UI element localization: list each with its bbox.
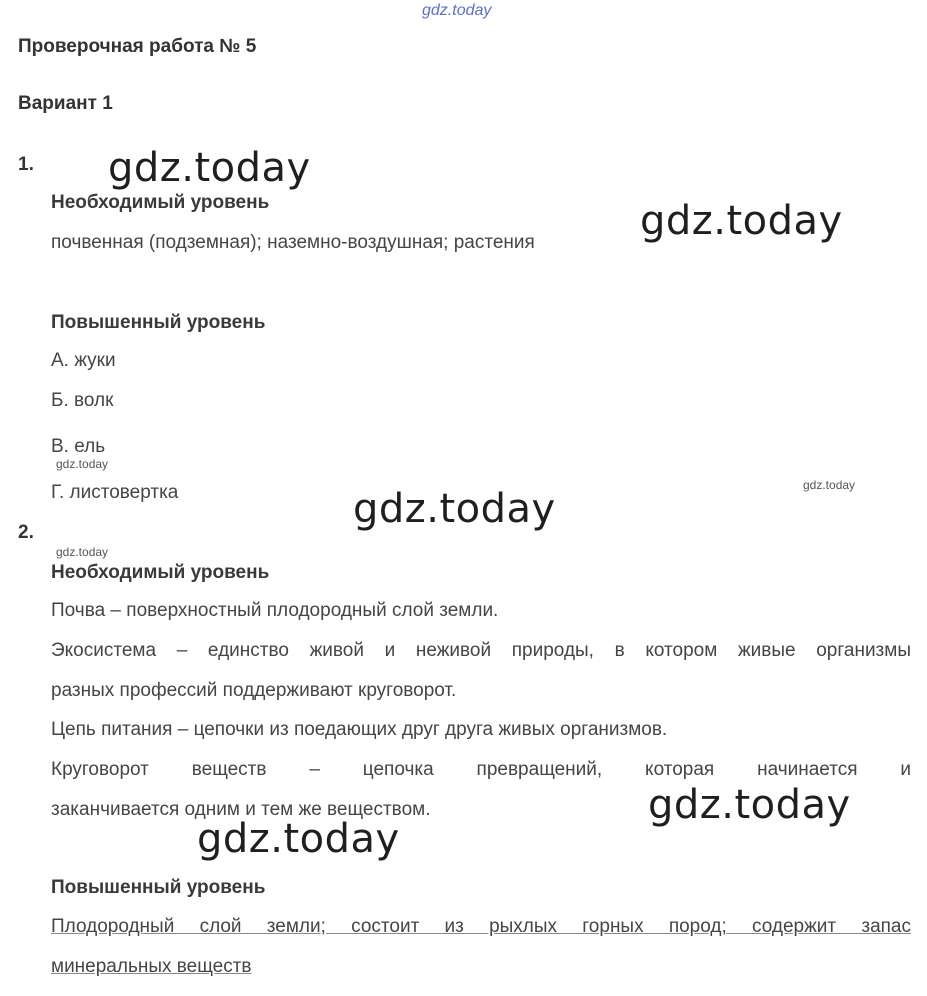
variant-heading: Вариант 1 xyxy=(18,93,113,114)
task2-line: Почва – поверхностный плодородный слой земли. xyxy=(51,600,499,621)
task-number-2: 2. xyxy=(18,522,34,543)
watermark-large: gdz.today xyxy=(108,145,311,191)
task1-item-v: В. ель xyxy=(51,436,106,457)
task2-line: заканчивается одним и тем же веществом. xyxy=(51,799,431,820)
task1-item-g: Г. листовертка xyxy=(51,482,179,503)
watermark-small: gdz.today xyxy=(56,457,109,471)
task1-item-b: Б. волк xyxy=(51,390,114,411)
task1-basic-level-heading: Необходимый уровень xyxy=(51,192,270,213)
task1-advanced-level-heading: Повышенный уровень xyxy=(51,312,266,333)
watermark-small: gdz.today xyxy=(56,545,109,559)
task2-advanced-line: Плодородный слой земли; состоит из рыхлых горных пород; содержит запас xyxy=(51,916,911,937)
task2-advanced-line: минеральных веществ xyxy=(51,956,252,977)
watermark-large: gdz.today xyxy=(640,198,843,244)
task2-advanced-level-heading: Повышенный уровень xyxy=(51,877,266,898)
watermark-large: gdz.today xyxy=(353,486,556,532)
task2-line: разных профессий поддерживают круговорот. xyxy=(51,680,457,701)
task-number-1: 1. xyxy=(18,154,34,175)
watermark-large: gdz.today xyxy=(648,782,851,828)
task2-basic-level-heading: Необходимый уровень xyxy=(51,562,270,583)
task1-item-a: А. жуки xyxy=(51,350,116,371)
task1-basic-answer: почвенная (подземная); наземно-воздушная; растения xyxy=(51,232,535,253)
page-title: Проверочная работа № 5 xyxy=(18,36,257,57)
watermark-large: gdz.today xyxy=(197,816,400,862)
watermark-top: gdz.today xyxy=(422,2,492,19)
task2-line: Цепь питания – цепочки из поедающих друг друга живых организмов. xyxy=(51,719,668,740)
task2-line: Экосистема – единство живой и неживой природы, в котором живые организмы xyxy=(51,640,911,661)
watermark-small: gdz.today xyxy=(803,478,856,492)
task2-line: Круговорот веществ – цепочка превращений, которая начинается и xyxy=(51,759,911,780)
